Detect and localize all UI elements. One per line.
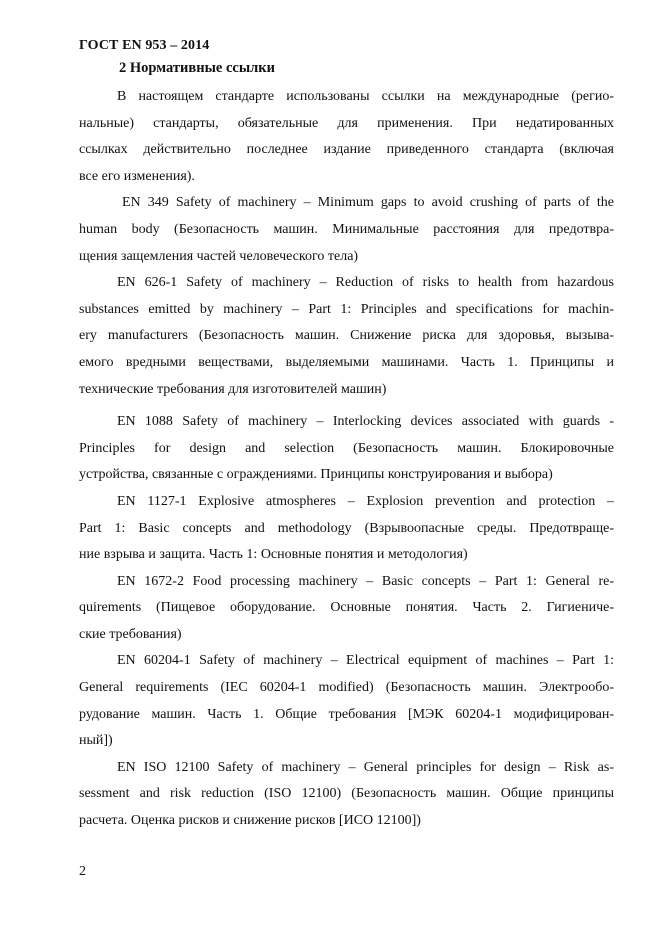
text-line: В настоящем стандарте использованы ссылки на международные (регио- [117,89,614,104]
reference-line: ские требования) [79,626,182,642]
reference-line: щения защемления частей человеческого тела) [79,248,359,264]
reference-line: General requirements (IEC 60204-1 modified) (Безопасность машин. Электрообо- [79,680,614,696]
text-line: нальные) стандарты, обязательные для применения. При недатированных [79,115,614,131]
reference-line: Part 1: Basic concepts and methodology (Взрывоопасные среды. Предотвраще- [79,520,614,536]
reference-line: quirements (Пищевое оборудование. Основные понятия. Часть 2. Гигиениче- [79,600,614,616]
reference-line: substances emitted by machinery – Part 1: Principles and specifications for machin- [79,301,614,317]
reference-line: EN 349 Safety of machinery – Minimum gaps to avoid crushing of parts of the [122,195,614,211]
reference-line: sessment and risk reduction (ISO 12100) (Безопасность машин. Общие принципы [79,786,614,802]
reference-line: емого вредными веществами, выделяемыми машинами. Часть 1. Принципы и [79,354,614,370]
reference-line: устройства, связанные с ограждениями. Принципы конструирования и выбора) [79,467,553,483]
reference-line: ery manufacturers (Безопасность машин. Снижение риска для здоровья, вызыва- [79,328,614,344]
text-line: ссылках действительно последнее издание приведенного стандарта (включая [79,142,614,158]
reference-line: рудование машин. Часть 1. Общие требования [МЭК 60204-1 модифицирован- [79,706,614,722]
reference-line: технические требования для изготовителей машин) [79,381,387,397]
reference-line: EN 1672-2 Food processing machinery – Basic concepts – Part 1: General re- [117,573,614,589]
reference-line: EN 1127-1 Explosive atmospheres – Explosion prevention and protection – [117,493,614,509]
reference-line: ние взрыва и защита. Часть 1: Основные понятия и методология) [79,547,468,563]
reference-line: EN 626-1 Safety of machinery – Reduction of risks to health from hazardous [117,275,614,291]
document-code-header: ГОСТ EN 953 – 2014 [79,38,210,53]
reference-line: ный]) [79,733,113,749]
text-line: все его изменения). [79,168,195,184]
reference-line: EN 1088 Safety of machinery – Interlocking devices associated with guards - [117,414,614,430]
page-number: 2 [79,864,86,879]
reference-line: EN ISO 12100 Safety of machinery – General principles for design – Risk as- [117,759,614,775]
reference-line: human body (Безопасность машин. Минимальные расстояния для предотвра- [79,221,614,237]
reference-line: EN 60204-1 Safety of machinery – Electrical equipment of machines – Part 1: [117,653,614,669]
section-title: 2 Нормативные ссылки [119,60,275,76]
reference-line: Principles for design and selection (Безопасность машин. Блокировочные [79,440,614,456]
reference-line: расчета. Оценка рисков и снижение рисков [ИСО 12100]) [79,813,421,829]
document-body [79,84,614,835]
